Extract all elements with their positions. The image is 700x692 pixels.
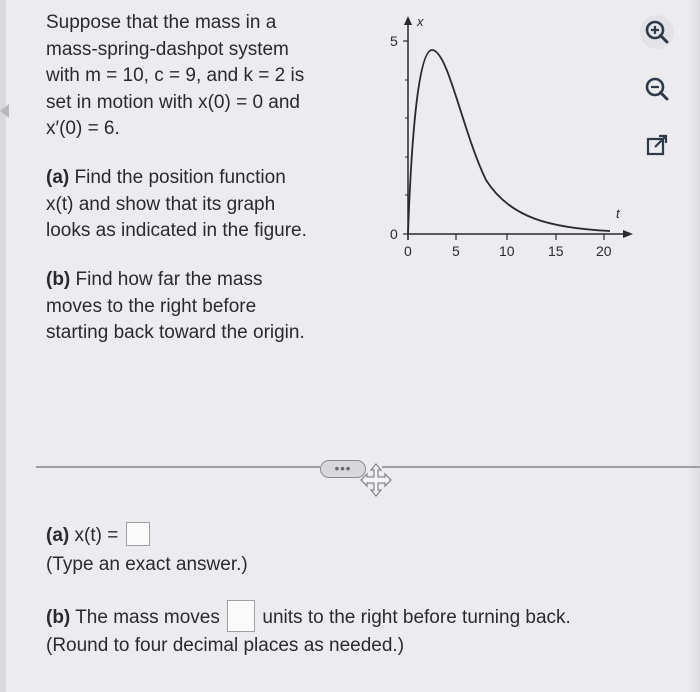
x-tick-label: 20 bbox=[596, 243, 612, 259]
y-tick-label: 5 bbox=[390, 33, 398, 49]
problem-line: Suppose that the mass in a bbox=[46, 12, 277, 33]
x-tick-label: 0 bbox=[404, 243, 412, 259]
answer-b-text: The mass moves bbox=[70, 607, 226, 629]
x-tick-label: 10 bbox=[499, 243, 515, 259]
collapse-arrow-icon[interactable] bbox=[0, 104, 9, 118]
part-a-question bbox=[46, 165, 346, 245]
section-divider bbox=[36, 466, 320, 468]
part-b-text: starting back toward the origin. bbox=[46, 322, 305, 343]
problem-line: set in motion with x(0) = 0 and bbox=[46, 91, 300, 113]
problem-statement bbox=[46, 10, 346, 143]
y-axis-label: x bbox=[417, 14, 424, 29]
zoom-out-button[interactable] bbox=[640, 72, 674, 106]
part-a-text: Find the position function bbox=[69, 167, 286, 188]
answer-b-text-after: units to the right before turning back. bbox=[257, 607, 571, 629]
answer-a-row bbox=[46, 523, 150, 549]
answer-a-label: (a) bbox=[46, 525, 70, 546]
right-panel-edge bbox=[688, 0, 700, 692]
part-a-text: x(t) and show that its graph bbox=[46, 193, 276, 215]
answer-b-note: (Round to four decimal places as needed.) bbox=[46, 635, 405, 656]
part-a-text: looks as indicated in the figure. bbox=[46, 220, 307, 241]
answer-a-input[interactable] bbox=[126, 522, 150, 546]
answer-a-note: (Type an exact answer.) bbox=[46, 554, 248, 575]
answer-b-label: (b) bbox=[46, 607, 71, 629]
problem-line: mass-spring-dashpot system bbox=[46, 38, 289, 60]
part-b-label: (b) bbox=[46, 269, 71, 290]
position-graph bbox=[380, 10, 640, 270]
part-b-text: Find how far the mass bbox=[70, 269, 263, 290]
zoom-in-button[interactable] bbox=[640, 15, 674, 49]
section-divider bbox=[382, 466, 700, 468]
more-button-label: ••• bbox=[334, 461, 352, 476]
problem-line: x′(0) = 6. bbox=[46, 118, 120, 139]
answer-b-row bbox=[46, 604, 571, 632]
answer-b-input[interactable] bbox=[227, 600, 255, 632]
y-tick-label: 0 bbox=[390, 226, 398, 242]
problem-line: with m = 10, c = 9, and k = 2 is bbox=[46, 65, 305, 86]
zoom-out-icon bbox=[644, 76, 670, 102]
answer-a-text: x(t) = bbox=[69, 525, 124, 546]
x-axis-arrow-icon bbox=[623, 230, 633, 238]
x-tick-label: 15 bbox=[548, 243, 564, 259]
y-axis-arrow-icon bbox=[404, 16, 412, 25]
x-tick-label: 5 bbox=[452, 243, 460, 259]
x-axis-label: t bbox=[616, 206, 620, 221]
move-cursor-icon[interactable] bbox=[360, 462, 392, 498]
part-b-text: moves to the right before bbox=[46, 295, 257, 317]
zoom-in-icon bbox=[644, 19, 670, 45]
position-curve bbox=[408, 50, 610, 234]
open-in-new-window-button[interactable] bbox=[640, 128, 674, 162]
external-link-icon bbox=[644, 132, 670, 158]
part-a-label: (a) bbox=[46, 167, 70, 188]
part-b-question bbox=[46, 267, 346, 347]
